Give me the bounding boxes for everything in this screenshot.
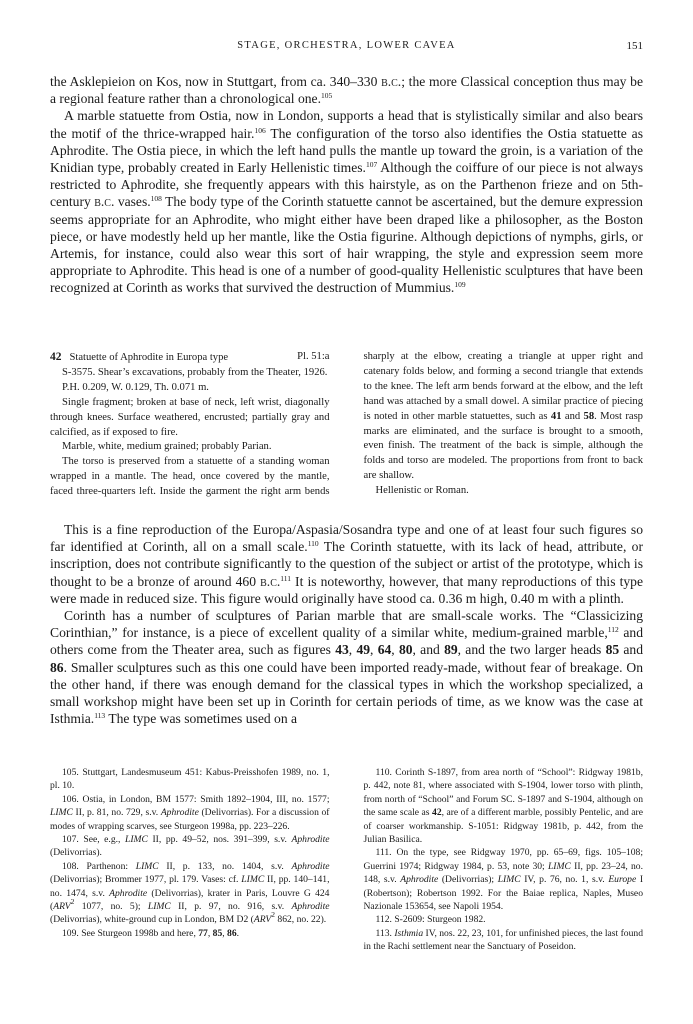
- footnote-107: 107. See, e.g., LIMC II, pp. 49–52, nos. 391–399, s.v. Aphrodite (Delivorrias).: [50, 834, 330, 859]
- footnote-112: 112. S-2609: Sturgeon 1982.: [375, 914, 486, 926]
- figure-ref-43[interactable]: 43: [335, 642, 349, 658]
- figure-ref-49[interactable]: 49: [356, 642, 371, 658]
- footnotes: [50, 766, 643, 981]
- fn-ref-77[interactable]: 77: [198, 927, 208, 939]
- footnote-ref-105[interactable]: 105: [321, 91, 333, 101]
- catalog-condition: Single fragment; broken at base of neck, left wrist, diagonally through knees. Surface weathered, encrusted; partially gray and calcified, as if exposed to fire.: [50, 396, 330, 438]
- figure-ref-85[interactable]: 85: [605, 642, 620, 658]
- fn-ref-42[interactable]: 42: [432, 807, 442, 819]
- footnote-110: 110. Corinth S-1897, from area north of “School”: Ridgway 1981b, p. 442, note 81, where associated with S-1904, lower torso with plinth, from north of “School” and Forum SC. S-1897 and S-1904, although on the same scale as 42, are of a different marble, possibly Pentelic, and are of coarser workmanship. S-1051: Ridgway 1981b, p. 442, from the Julian Basilica.: [363, 767, 643, 846]
- paragraph-3: This is a fine reproduction of the Europa/Aspasia/Sosandra type and one of at least four such figures so far identified at Corinth, all on a small scale.$^{110}$ The Corinth statuette, with its lack of head, attribute, or inscription, does not contribute significantly to the question of the subject or artist of the prototype, which is thought to be a bronze of around 460 b.c.$^{111}$ It is noteworthy, however, that many reproductions of this type were made in reduced size. This figure would originally have stood ca. 0.36 m high, 0.40 m with a plinth.: [50, 522, 643, 606]
- fn-ref-86[interactable]: 86: [227, 927, 237, 939]
- paragraph-1: the Asklepieion on Kos, now in Stuttgart, from ca. 340–330 b.c.; the more Classical conception thus may be a regional feature rather than a chronological one.$^{105}$: [50, 74, 643, 107]
- page-number: 151: [626, 40, 643, 52]
- catalog-ref-58[interactable]: 58: [583, 410, 595, 422]
- catalog-dimensions: P.H. 0.209, W. 0.129, Th. 0.071 m.: [62, 381, 209, 393]
- body-text-bottom: [50, 521, 643, 727]
- footnote-105: 105. Stuttgart, Landesmuseum 451: Kabus-Preisshofen 1989, no. 1, pl. 10.: [50, 767, 330, 792]
- catalog-ref-41[interactable]: 41: [550, 410, 562, 422]
- footnote-ref-110[interactable]: 110: [307, 539, 319, 549]
- footnote-ref-107[interactable]: 107: [365, 160, 378, 170]
- figure-ref-64[interactable]: 64: [377, 642, 392, 658]
- footnote-111: 111. On the type, see Ridgway 1970, pp. 65–69, figs. 105–108; Guerrini 1974; Ridgway 1984, p. 53, note 30; LIMC II, pp. 23–24, no. 148, s.v. Aphrodite (Delivorrias); LIMC IV, p. 76, no. 1, s.v. Europe I (Robertson); Robertson 1992. For the Baiae replica, Naples, Museo Nazionale 153654, see Napoli 1954.: [363, 847, 644, 913]
- footnote-109: 109. See Sturgeon 1998b and here, 77, 85, 86.: [62, 927, 240, 939]
- footnote-ref-111[interactable]: 111: [280, 573, 291, 583]
- figure-ref-86[interactable]: 86: [50, 659, 64, 675]
- body-text-top: [50, 73, 643, 297]
- footnote-ref-113[interactable]: 113: [94, 711, 106, 721]
- fn-ref-85[interactable]: 85: [212, 927, 223, 939]
- footnote-108: 108. Parthenon: LIMC II, p. 133, no. 1404, s.v. Aphrodite (Delivorrias); Brommer 1977, pl. 179. Vases: cf. LIMC II, pp. 140–141, no. 1474, s.v. Aphrodite (Delivorrias), krater in Paris, Louvre G 424 (ARV$^2$ 1077, no. 5); LIMC II, p. 97, no. 916, s.v. Aphrodite (Delivorrias), white-ground cup in London, BM D2 (ARV$^2$ 862, no. 22).: [50, 860, 330, 926]
- catalog-description: The torso is preserved from a statuette of a standing woman wrapped in a mantle. The head, once covered by the mantle, faced three-quarters left. Inside the garment the right arm bends sharply at the elbow, creating a triangle at upper right and catenary folds below, and forming a second triangle that extends to the knee. The left arm bends forward at the elbow, and the left hand was attached by a small dowel. A similar practice of piecing is noted in other marble statuettes, such as 41 and 58. Most rasp marks are eliminated, and the surface is brought to a smooth, even finish. The treatment of the back is simple, although the folds and torso are modeled. The proportions from front to back are shallow.: [50, 351, 643, 498]
- plate-reference[interactable]: Pl. 51:a: [297, 351, 330, 362]
- footnote-ref-112[interactable]: 112: [607, 625, 619, 635]
- catalog-heading: [50, 350, 330, 366]
- footnote-ref-109[interactable]: 109: [454, 280, 466, 290]
- paragraph-4: Corinth has a number of sculptures of Parian marble that are small-scale works. The “Classicizing Corinthian,” for instance, is a piece of excellent quality of a similar white, medium-grained marble,$^{112}$ and others come from the Theater area, such as figures 43, 49, 64, 80, and 89, and the two larger heads 85 and 86. Smaller sculptures such as this one could have been imported ready-made, without fear of breakage. On the other hand, if there was enough demand for the classical types in which the workshop specialized, a small workshop might have been set up in Corinth for certain periods of time, as we know was the case at Isthmia.$^{113}$ The type was sometimes used on a: [50, 608, 644, 727]
- catalog-inventory: S-3575. Shear’s excavations, probably from the Theater, 1926.: [62, 366, 328, 378]
- catalog-title: Statuette of Aphrodite in Europa type: [69, 352, 229, 363]
- catalog-material: Marble, white, medium grained; probably Parian.: [62, 441, 272, 453]
- footnote-ref-108[interactable]: 108: [150, 194, 162, 204]
- running-head: STAGE, ORCHESTRA, LOWER CAVEA: [237, 40, 456, 51]
- catalog-date: Hellenistic or Roman.: [375, 485, 469, 497]
- footnote-106: 106. Ostia, in London, BM 1577: Smith 1892–1904, III, no. 1577; LIMC II, p. 81, no. 729, s.v. Aphrodite (Delivorrias). For a discussion of modes of wrapping scarves, see Sturgeon 1998a, pp. 223–226.: [50, 793, 330, 832]
- figure-ref-89[interactable]: 89: [444, 642, 458, 658]
- catalog-entry-42: [50, 350, 643, 510]
- figure-ref-80[interactable]: 80: [398, 642, 413, 658]
- footnote-ref-106[interactable]: 106: [254, 125, 266, 135]
- catalog-number: 42: [50, 351, 62, 363]
- footnote-113: 113. Isthmia IV, nos. 22, 23, 101, for unfinished pieces, the last found in the Rachi settlement near the Sanctuary of Poseidon.: [363, 927, 643, 953]
- paragraph-2: A marble statuette from Ostia, now in London, supports a head that is stylistically similar and also bears the motif of the thrice-wrapped hair.$^{106}$ The configuration of the torso also identifies the Ostia statuette as Aphrodite. The Ostia piece, in which the left hand pulls the mantle up toward the groin, is a variation of the Knidian type, probably created in Early Hellenistic times.$^{107}$ Although the coiffure of our piece is not always restricted to Aphrodite, she frequently appears with this hairstyle, as on the Parthenon frieze and on 5th-century b.c. vases.$^{108}$ The body type of the Corinth statuette cannot be ascertained, but the demure expression seems appropriate for an Aphrodite, who might either have been draped like a philosopher, as the Boston piece, or have modestly held up her mantle, like the Ostia figurine. Although depictions of nymphs, girls, or Artemis, for instance, could also wear this sort of hair wrapping, the style and expression seem more appropriate to Aphrodite. This head is one of a number of good-quality Hellenistic sculptures that have been recognized at Corinth as works that survived the destruction of Mummius.$^{109}$: [50, 108, 644, 296]
- page-header: [50, 40, 643, 56]
